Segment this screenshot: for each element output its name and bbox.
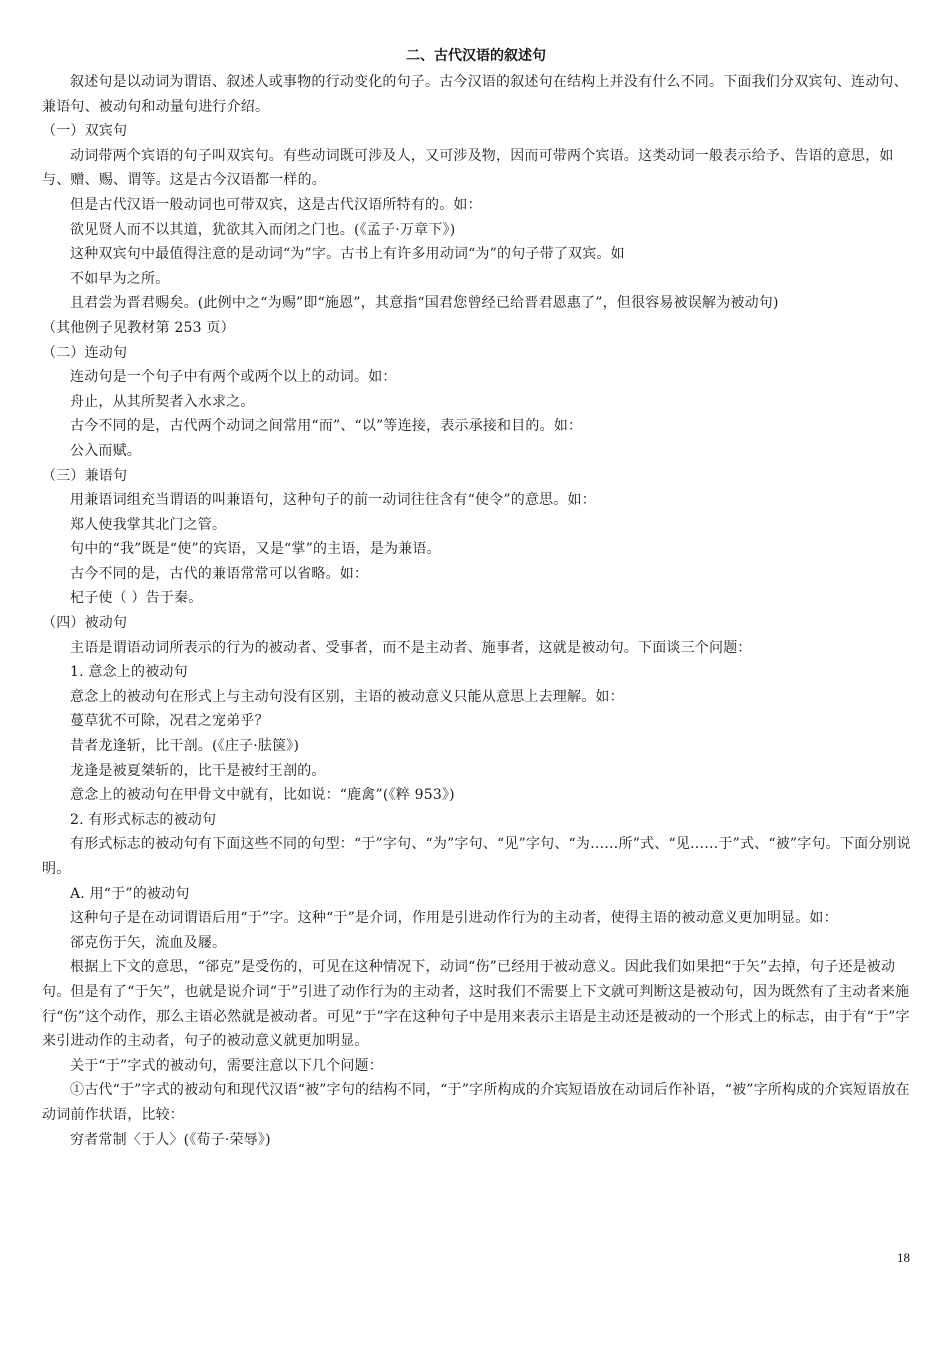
paragraph: 古今不同的是，古代的兼语常常可以省略。如： [70,565,369,582]
paragraph: 这种双宾句中最值得注意的是动词“为”字。古书上有许多用动词“为”的句子带了双宾。如 [70,246,625,263]
example-sentence: 穷者常制〈于人〉(《荀子·荣辱》) [70,1131,271,1148]
paragraph: 动词带两个宾语的句子叫双宾句。有些动词既可涉及人，又可涉及物，因而可带两个宾语。这类动词一般表示给予、告语的意思，如与、赠、赐、谓等。这是古今汉语都一样的。 [42,147,894,189]
paragraph: 古今不同的是，古代两个动词之间常用“而”、“以”等连接，表示承接和目的。如： [70,418,583,435]
paragraph: 意念上的被动句在甲骨文中就有，比如说：“鹿禽”(《粹 953》) [70,787,455,804]
note: （其他例子见教材第 253 页） [42,319,235,336]
example-sentence: 不如早为之所。 [70,270,170,287]
subheading-passive: （四）被动句 [42,615,128,632]
paragraph: 句中的“我”既是“使”的宾语，又是“掌”的主语，是为兼语。 [70,541,441,558]
paragraph: 根据上下文的意思，“郤克”是受伤的，可见在这种情况下，动词“伤”已经用于被动意义。因此我们如果把“于矢”去掉，句子还是被动句。但是有了“于矢”，也就是说介词“于”引进了动作行为的主动者，这时我们不需要上下文就可判断这是被动句，因为既然有了主动者来施行“伤”这个动作，那么主语必然就是被动者。可见“于”字在这种句子中是用来表示主语是主动还是被动的一个形式上的标志，由于有“于”字来引进动作的主动者，句子的被动意义就更加明显。 [42,959,910,1050]
paragraph: 关于“于”字式的被动句，需要注意以下几个问题： [70,1057,383,1074]
paragraph: 意念上的被动句在形式上与主动句没有区别，主语的被动意义只能从意思上去理解。如： [70,688,624,705]
example-sentence: 且君尝为晋君赐矣。(此例中之“为赐”即“施恩”，其意指“国君您曾经已给晋君恩惠了”，但很容易被误解为被动句) [70,295,779,312]
subheading-double-object: （一）双宾句 [42,123,128,140]
example-sentence: 蔓草犹不可除，况君之宠弟乎？ [70,713,269,730]
section-title: 二、古代汉语的叙述句 [406,48,546,64]
numbered-heading: 2. 有形式标志的被动句 [70,811,217,828]
example-sentence: 公入而赋。 [70,442,141,459]
subheading-serial-verb: （二）连动句 [42,344,128,361]
numbered-heading: 1. 意念上的被动句 [70,664,188,681]
example-sentence: 郑人使我掌其北门之管。 [70,516,227,533]
lettered-heading: A. 用“于”的被动句 [70,885,190,902]
paragraph: 这种句子是在动词谓语后用“于”字。这种“于”是介词，作用是引进动作行为的主动者，使得主语的被动意义更加明显。如： [70,910,838,927]
example-sentence: 舟止，从其所契者入水求之。 [70,393,255,410]
paragraph: 主语是谓语动词所表示的行为的被动者、受事者，而不是主动者、施事者，这就是被动句。下面谈三个问题： [70,639,752,656]
page-number: 18 [897,1250,910,1265]
example-sentence: 昔者龙逢斩，比干剖。(《庄子·胠箧》) [70,738,300,755]
subheading-pivotal: （三）兼语句 [42,467,128,484]
paragraph-intro: 叙述句是以动词为谓语、叙述人或事物的行动变化的句子。古今汉语的叙述句在结构上并没有什么不同。下面我们分双宾句、连动句、兼语句、被动句和动量句进行介绍。 [42,74,908,115]
paragraph: 连动句是一个句子中有两个或两个以上的动词。如： [70,369,397,386]
example-sentence: 欲见贤人而不以其道，犹欲其入而闭之门也。(《孟子·万章下》) [70,221,456,238]
document-body [42,70,914,1152]
paragraph: 但是古代汉语一般动词也可带双宾，这是古代汉语所特有的。如： [70,196,482,213]
example-sentence: 郤克伤于矢，流血及屦。 [70,934,227,951]
paragraph: 用兼语词组充当谓语的叫兼语句，这种句子的前一动词往往含有“使令”的意思。如： [70,492,596,509]
paragraph: ①古代“于”字式的被动句和现代汉语“被”字句的结构不同，“于”字所构成的介宾短语放在动词后作补语，“被”字所构成的介宾短语放在动词前作状语，比较： [42,1082,910,1123]
paragraph: 有形式标志的被动句有下面这些不同的句型：“于”字句、“为”字句、“见”字句、“为……所”式、“见……于”式、“被”字句。下面分别说明。 [42,836,911,877]
paragraph: 龙逢是被夏桀斩的，比干是被纣王剖的。 [70,762,326,779]
example-sentence: 杞子使（ ）告于秦。 [70,590,203,607]
